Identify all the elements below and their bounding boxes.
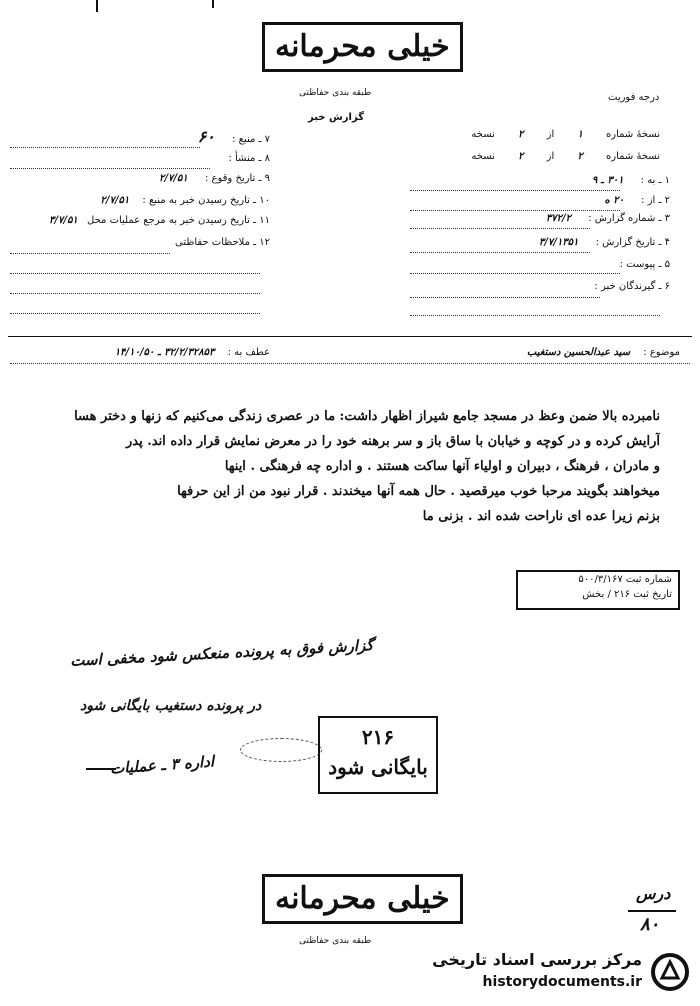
- handwritten-note-1: گزارش فوق به پرونده منعکس شود مخفی است: [69, 636, 374, 670]
- dotted-line: [410, 272, 620, 274]
- scratch-mark: [96, 0, 98, 12]
- dotted-line: [410, 189, 620, 191]
- copy-from: از: [546, 151, 555, 162]
- page-mark-top: درس: [636, 884, 671, 903]
- priority-label: درجه فوریت: [608, 92, 660, 103]
- subject-label: موضوع :: [643, 347, 680, 358]
- subject-value: سید عبدالحسین دستغیب: [526, 347, 631, 358]
- body-line: میخواهند بگویند مرحبا خوب میرقصید . حال همه آنها میخندند . قرار نبود من از این حرفها: [177, 484, 660, 499]
- row-label: ۲ ـ از :: [641, 195, 670, 206]
- copy-from: از: [546, 129, 555, 140]
- archive-stamp: [318, 716, 438, 794]
- row-value: ۲/۷/۵۱: [100, 195, 130, 206]
- footer-org-name: مرکز بررسی اسناد تاریخی: [432, 950, 642, 969]
- footer-watermark: [414, 946, 694, 998]
- copy-label: نسخهٔ شماره: [606, 129, 660, 140]
- report-body: [60, 404, 660, 529]
- copy-value2: ۲: [518, 129, 524, 140]
- scratch-mark: [212, 0, 214, 8]
- classification-stamp-bottom: خیلی محرمانه: [262, 874, 463, 924]
- row-value: ۳/۷/۱۳۵۱: [538, 237, 579, 248]
- archive-number: ۲۱۶: [361, 725, 395, 749]
- form-right-row-5: [420, 258, 670, 272]
- copy-value2: ۲: [518, 151, 524, 162]
- copy-value: ۱: [577, 129, 583, 140]
- row-label: ۱۱ ـ تاریخ رسیدن خبر به مرجع عملیات محل: [87, 215, 270, 226]
- receipt-line-1: شماره ثبت ۵۰۰/۳/۱۶۷: [578, 574, 672, 585]
- handwritten-signature: اداره ۳ ـ عملیات: [109, 752, 215, 778]
- archive-text: بایگانی شود: [328, 755, 428, 779]
- form-right-row-1: [420, 174, 670, 188]
- receipt-stamp: [516, 570, 680, 610]
- row-value: ۳۰۱ ـ ۹: [592, 175, 624, 186]
- form-right-row-4: [420, 236, 670, 250]
- form-right-row-3: [420, 212, 670, 226]
- report-title: گزارش خبر: [308, 112, 365, 123]
- dotted-line: [10, 292, 260, 294]
- dotted-line: [10, 167, 210, 169]
- signature-dash: [86, 768, 116, 770]
- classification-subtitle-bottom: طبقه بندی حفاظتی: [299, 936, 372, 946]
- copy-label: نسخهٔ شماره: [606, 151, 660, 162]
- form-right-row-6: [420, 280, 670, 294]
- copy-number-row-2: [410, 150, 660, 164]
- form-left-row-8: [10, 152, 270, 166]
- signature-loop: [240, 738, 322, 762]
- row-label: ۴ ـ تاریخ گزارش :: [595, 237, 670, 248]
- dotted-line: [410, 209, 620, 211]
- handwritten-note-2: در پرونده دستغیب بایگانی شود: [80, 698, 262, 714]
- row-label: ۸ ـ منشأ :: [228, 153, 270, 164]
- dotted-line: [10, 252, 170, 254]
- copy-unit: نسخه: [471, 129, 495, 140]
- row-label: ۷ ـ منبع :: [232, 134, 270, 145]
- dotted-line: [410, 227, 590, 229]
- separator-rule: [8, 336, 692, 337]
- copy-value: ۲: [577, 151, 583, 162]
- row-value: ۲/۷/۵۱: [158, 173, 188, 184]
- row-label: ۶ ـ گیرندگان خبر :: [594, 281, 670, 292]
- row-label: ۳ ـ شماره گزارش :: [588, 213, 670, 224]
- row-label: ۵ ـ پیوست :: [619, 259, 670, 270]
- subject-row: [300, 346, 680, 360]
- dotted-line: [10, 362, 690, 364]
- dotted-line: [410, 296, 600, 298]
- form-left-row-12: [10, 236, 270, 250]
- form-left-row-9: [10, 172, 270, 186]
- dotted-line: [10, 146, 200, 148]
- dotted-line: [410, 251, 590, 253]
- form-right-row-2: [420, 194, 670, 208]
- body-line: آرایش کرده و در کوچه و خیابان با ساق باز و سر برهنه خود را در معرض نمایش قرار داده اند. پدر: [125, 434, 660, 449]
- page-mark-bottom: ۸۰: [640, 914, 660, 935]
- row-value: ۶۰: [197, 127, 215, 146]
- copy-number-row-1: [410, 128, 660, 142]
- page-mark-line: [628, 910, 676, 912]
- row-label: ۹ ـ تاریخ وقوع :: [204, 173, 270, 184]
- row-value: ۳۷۲/۲: [545, 213, 572, 224]
- row-label: ۱۰ ـ تاریخ رسیدن خبر به منبع :: [142, 195, 270, 206]
- footer-url: historydocuments.ir: [482, 974, 642, 990]
- row-value: ۳/۷/۵۱: [49, 215, 78, 226]
- body-line: و مادران ، فرهنگ ، دبیران و اولیاء آنها ساکت هستند . و اداره چه فرهنگی . اینها: [224, 459, 660, 474]
- row-label: ۱۲ ـ ملاحظات حفاظتی: [175, 237, 270, 248]
- archive-logo-icon: [650, 952, 690, 996]
- classification-subtitle-top: طبقه بندی حفاظتی: [299, 88, 372, 98]
- dotted-line: [10, 272, 260, 274]
- row-label: ۱ ـ به :: [640, 175, 670, 186]
- classification-stamp-top: خیلی محرمانه: [262, 22, 463, 72]
- dotted-line: [410, 314, 660, 316]
- row-value: ۲۰ ه: [604, 195, 624, 206]
- form-left-row-10: [10, 194, 270, 208]
- reference-value: ۳۲/۲/۳۲۸۵۳ ـ ۱۴/۱۰/۵۰: [114, 347, 215, 358]
- reference-row: [10, 346, 270, 360]
- form-left-row-7: [10, 127, 270, 146]
- copy-unit: نسخه: [471, 151, 495, 162]
- body-line: نامبرده بالا ضمن وعظ در مسجد جامع شیراز اظهار داشت: ما در عصری زندگی می‌کنیم که زنها و دختر هسا: [74, 409, 660, 424]
- body-line: بزنم زیرا عده ای ناراحت شده اند . بزنی ما: [422, 509, 660, 524]
- dotted-line: [10, 312, 260, 314]
- reference-label: عطف به :: [227, 347, 270, 358]
- receipt-line-2: تاریخ ثبت ۲۱۶ / بخش: [582, 589, 672, 600]
- form-left-row-11: [4, 214, 270, 228]
